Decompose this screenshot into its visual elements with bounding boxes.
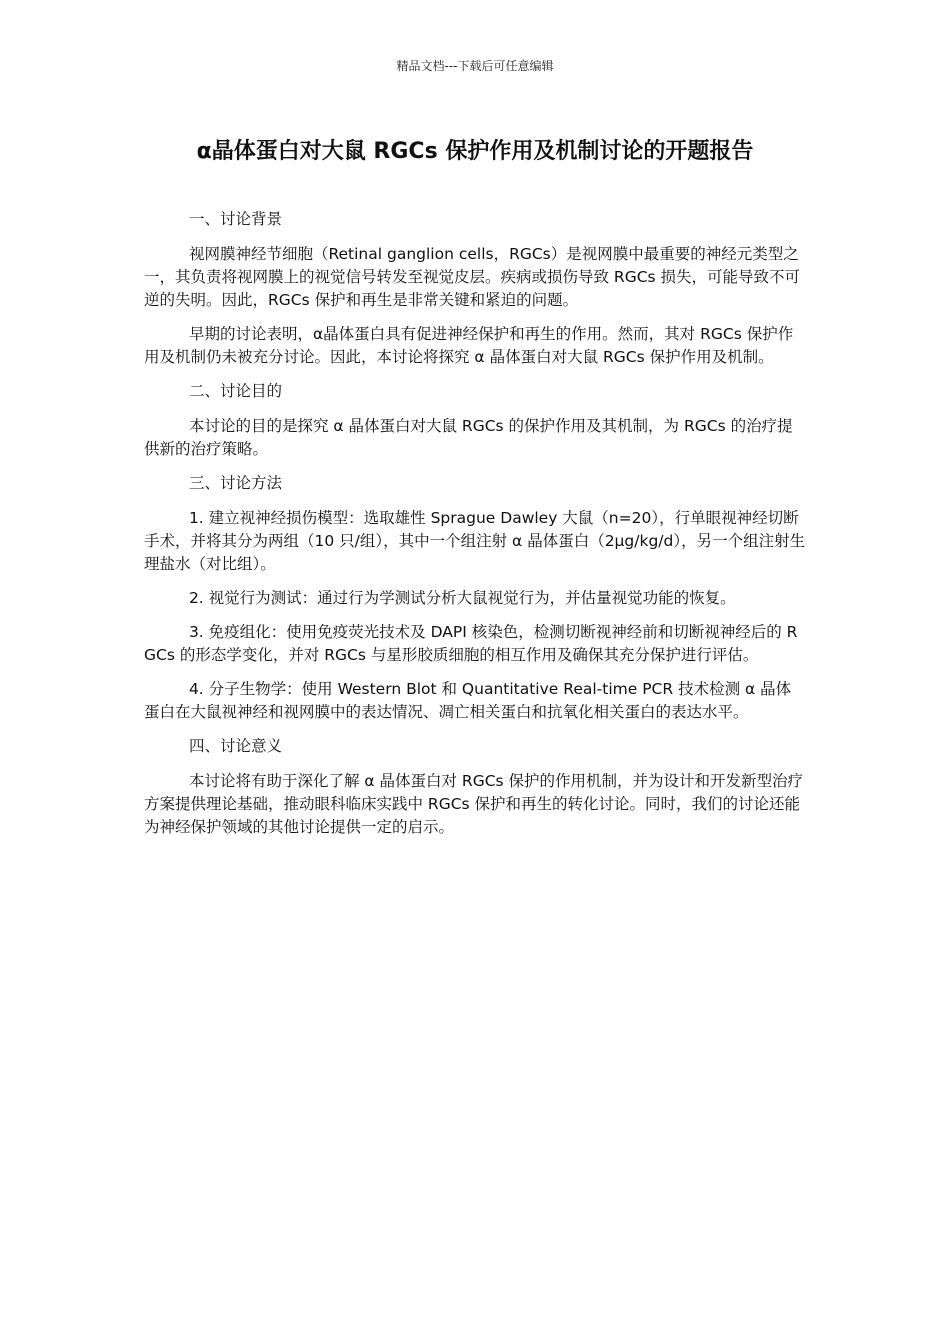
method-item: 4. 分子生物学：使用 Western Blot 和 Quantitative Real-time PCR 技术检测 α 晶体蛋白在大鼠视神经和视网膜中的表达情况、凋亡相关蛋白和抗氧化相关蛋白的表达水平。 (144, 680, 792, 721)
method-item: 1. 建立视神经损伤模型：选取雄性 Sprague Dawley 大鼠（n=20），行单眼视神经切断手术，并将其分为两组（10 只/组），其中一个组注射 α 晶体蛋白（2μg/kg/d），另一个组注射生理盐水（对比组）。 (144, 509, 806, 573)
method-item: 2. 视觉行为测试：通过行为学测试分析大鼠视觉行为，并估量视觉功能的恢复。 (188, 589, 736, 607)
paragraph: 视网膜神经节细胞（Retinal ganglion cells，RGCs）是视网膜中最重要的神经元类型之一，其负责将视网膜上的视觉信号转发至视觉皮层。疾病或损伤导致 RGCs 损失，可能导致不可逆的失明。因此，RGCs 保护和再生是非常关键和紧迫的问题。 (144, 245, 801, 309)
section-heading-purpose: 二、讨论目的 (188, 382, 282, 400)
paragraph: 早期的讨论表明，α晶体蛋白具有促进神经保护和再生的作用。然而，其对 RGCs 保护作用及机制仍未被充分讨论。因此，本讨论将探究 α 晶体蛋白对大鼠 RGCs 保护作用及机制。 (144, 325, 794, 366)
document-body (144, 208, 806, 850)
header-note: 精品文档---下载后可任意编辑 (396, 59, 554, 73)
paragraph: 本讨论的目的是探究 α 晶体蛋白对大鼠 RGCs 的保护作用及其机制，为 RGCs 的治疗提供新的治疗策略。 (144, 417, 793, 458)
method-item: 3. 免疫组化：使用免疫荧光技术及 DAPI 核染色，检测切断视神经前和切断视神经后的 RGCs 的形态学变化，并对 RGCs 与星形胶质细胞的相互作用及确保其充分保护进行评估。 (144, 623, 798, 664)
section-heading-methods: 三、讨论方法 (188, 474, 282, 492)
section-heading-significance: 四、讨论意义 (188, 737, 282, 755)
paragraph: 本讨论将有助于深化了解 α 晶体蛋白对 RGCs 保护的作用机制，并为设计和开发新型治疗方案提供理论基础，推动眼科临床实践中 RGCs 保护和再生的转化讨论。同时，我们的讨论还能为神经保护领域的其他讨论提供一定的启示。 (144, 772, 804, 836)
document-title: α晶体蛋白对大鼠 RGCs 保护作用及机制讨论的开题报告 (196, 139, 754, 164)
section-heading-background: 一、讨论背景 (188, 210, 282, 228)
